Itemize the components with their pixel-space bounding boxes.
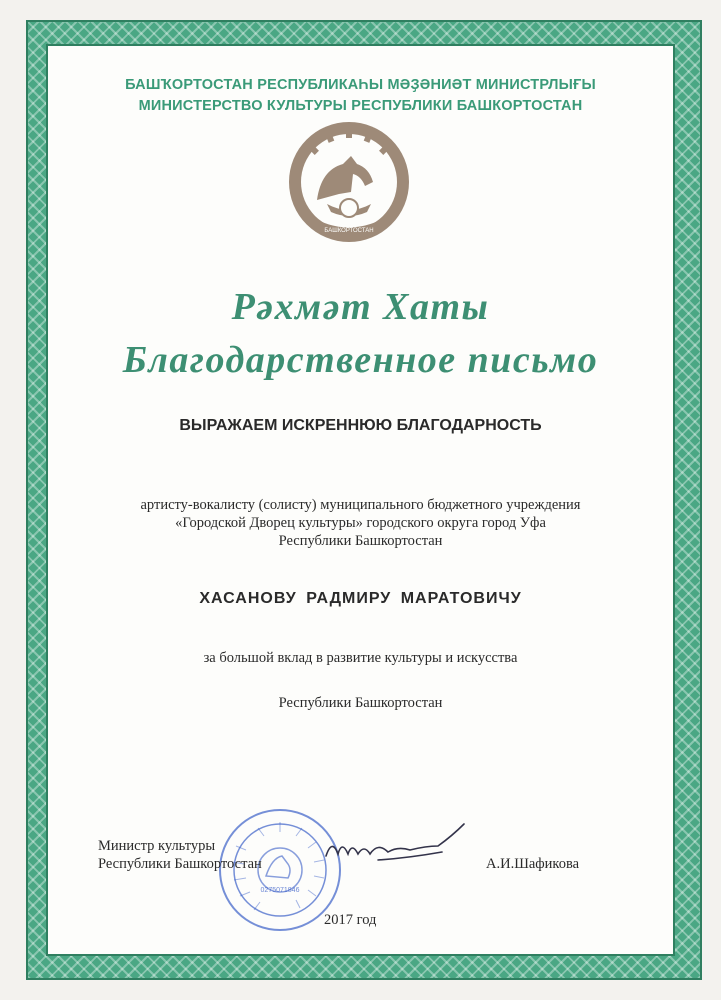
header-line-russian: МИНИСТЕРСТВО КУЛЬТУРЫ РЕСПУБЛИКИ БАШКОРТОСТАН	[138, 98, 583, 114]
reason-line: за большой вклад в развитие культуры и искусства	[203, 650, 518, 666]
recipient-description-line: артисту-вокалисту (солисту) муниципального бюджетного учреждения	[140, 497, 581, 513]
recipient-description-line: «Городской Дворец культуры» городского округа город Уфа	[175, 515, 546, 531]
document-year: 2017 год	[324, 912, 377, 928]
recipient-description-line: Республики Башкортостан	[278, 533, 443, 549]
coat-of-arms-emblem	[287, 120, 411, 244]
title-russian: Благодарственное письмо	[122, 339, 599, 381]
recipient-name: ХАСАНОВУ РАДМИРУ МАРАТОВИЧУ	[199, 590, 522, 607]
signer-name: А.И.Шафикова	[486, 856, 580, 872]
reason-line: Республики Башкортостан	[278, 695, 443, 711]
signer-position-line2: Республики Башкортостан	[98, 856, 262, 872]
title-bashkir: Рәхмәт Хаты	[231, 286, 490, 328]
emblem-caption: БАШКОРТОСТАН	[324, 228, 374, 234]
gratitude-heading: ВЫРАЖАЕМ ИСКРЕННЮЮ БЛАГОДАРНОСТЬ	[179, 417, 542, 434]
header-line-bashkir: БАШҠОРТОСТАН РЕСПУБЛИКАҺЫ МӘҘӘНИӘТ МИНИСТРЛЫҒЫ	[125, 77, 596, 93]
stamp-number: 0275071846	[260, 887, 300, 894]
handwritten-signature	[318, 816, 478, 876]
signer-position-line1: Министр культуры	[98, 838, 216, 854]
